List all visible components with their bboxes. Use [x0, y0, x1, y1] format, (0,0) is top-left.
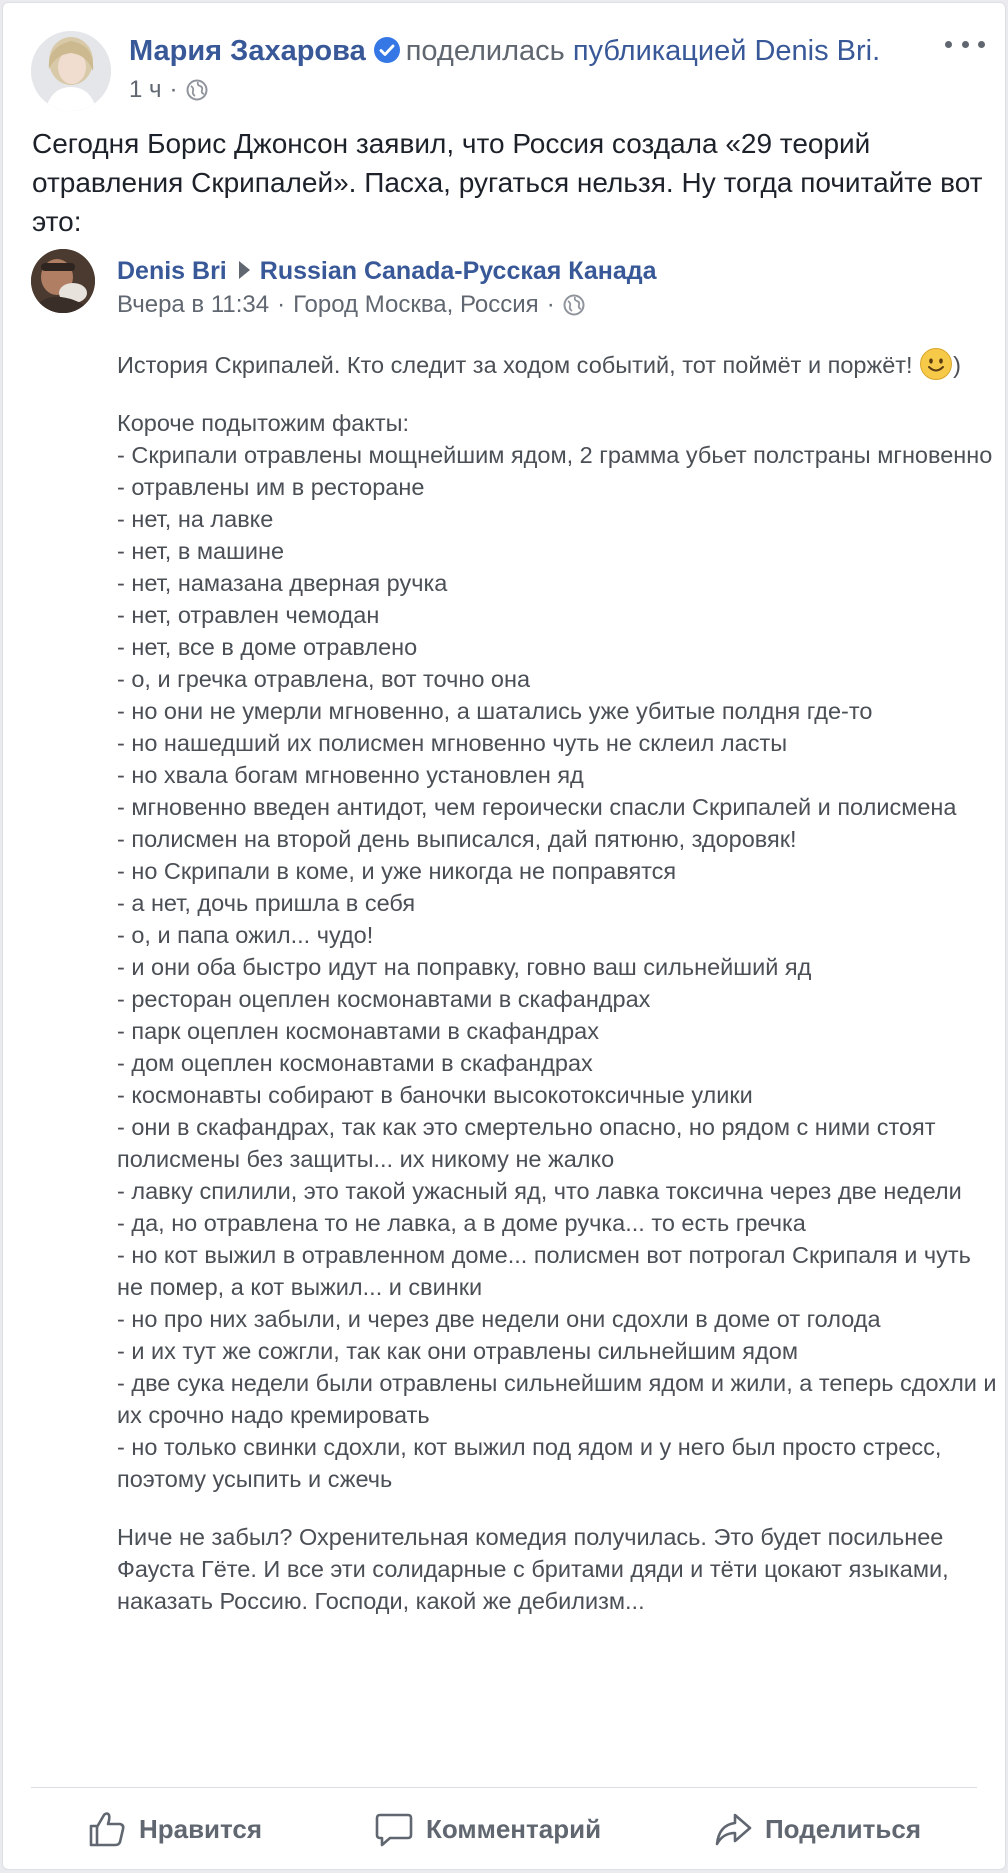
fact-line: - нет, отравлен чемодан	[117, 602, 380, 628]
fact-line: - космонавты собирают в баночки высокотоксичные улики	[117, 1082, 753, 1108]
fact-line: - мгновенно введен антидот, чем героически спасли Скрипалей и полисмена	[117, 794, 957, 820]
comment-bubble-icon	[374, 1809, 414, 1849]
post-header	[129, 31, 880, 71]
shared-author-avatar[interactable]	[31, 249, 95, 313]
post-text: Сегодня Борис Джонсон заявил, что Россия создала «29 теорий отравления Скрипалей». Пасха, ругаться нельзя. Ну тогда почитайте вот это:	[32, 128, 983, 237]
verified-badge-icon	[374, 37, 400, 63]
shared-time[interactable]: Вчера в 11:34	[117, 291, 270, 318]
share-button[interactable]	[689, 1799, 945, 1859]
facts-list	[117, 407, 997, 1495]
fact-line: - а нет, дочь пришла в себя	[117, 890, 416, 916]
comment-button[interactable]	[350, 1799, 625, 1859]
fact-line: - дом оцеплен космонавтами в скафандрах	[117, 1050, 593, 1076]
comment-label: Комментарий	[425, 1813, 602, 1844]
author-photo	[31, 31, 111, 111]
fact-line: - Скрипали отравлены мощнейшим ядом, 2 грамма убьет полстраны мгновенно	[117, 442, 993, 468]
fact-line: - парк оцеплен космонавтами в скафандрах	[117, 1018, 599, 1044]
more-options-icon[interactable]	[945, 29, 985, 59]
shared-prefix: поделилась	[405, 35, 565, 67]
fact-line: - но нашедший их полисмен мгновенно чуть не склеил ласты	[117, 730, 788, 756]
shared-meta	[117, 289, 585, 321]
thumbs-up-icon	[87, 1809, 127, 1849]
shared-location[interactable]: Город Москва, Россия	[293, 291, 539, 318]
shared-suffix: .	[872, 35, 881, 67]
post-meta	[129, 75, 208, 105]
fact-line: - лавку спилили, это такой ужасный яд, что лавка токсична через две недели	[117, 1178, 962, 1204]
like-button[interactable]	[63, 1799, 286, 1859]
meta-separator: ·	[169, 76, 178, 103]
share-arrow-icon	[713, 1809, 753, 1849]
post-card	[2, 2, 1006, 1870]
globe-icon[interactable]	[563, 294, 585, 316]
shared-intro-tail: )	[953, 352, 961, 378]
fact-line: - нет, намазана дверная ручка	[117, 570, 448, 596]
actions-divider	[31, 1787, 977, 1788]
facts-heading: Короче подытожим факты:	[117, 410, 410, 436]
like-label: Нравится	[138, 1813, 263, 1844]
shared-header	[117, 255, 657, 287]
group-name[interactable]: Russian Canada-Русская Канада	[259, 257, 657, 285]
author-name[interactable]: Мария Захарова	[129, 35, 366, 67]
globe-icon[interactable]	[186, 79, 208, 101]
fact-line: - о, и папа ожил... чудо!	[117, 922, 374, 948]
fact-line: - о, и гречка отравлена, вот точно она	[117, 666, 531, 692]
fact-line: - но хвала богам мгновенно установлен яд	[117, 762, 584, 788]
fact-line: - но Скрипали в коме, и уже никогда не поправятся	[117, 858, 677, 884]
fact-line: - и они оба быстро идут на поправку, говно ваш сильнейший яд	[117, 954, 812, 980]
shared-publication-link[interactable]: публикацией Denis Bri	[572, 35, 873, 67]
shared-author-name[interactable]: Denis Bri	[117, 257, 227, 285]
shared-author-photo	[31, 249, 95, 313]
shared-post-body	[117, 347, 997, 1617]
post-time[interactable]: 1 ч	[129, 76, 162, 103]
author-avatar[interactable]	[31, 31, 111, 111]
shared-meta-separator: ·	[277, 291, 286, 318]
share-label: Поделиться	[764, 1813, 922, 1844]
fact-line: - полисмен на второй день выписался, дай пятюню, здоровяк!	[117, 826, 797, 852]
shared-outro: Ниче не забыл? Охренительная комедия получилась. Это будет посильнее Фауста Гёте. И все эти солидарные с бритами дяди и тёти цокают языками, наказать Россию. Господи, какой же дебилизм...	[117, 1524, 949, 1614]
fact-line: - но про них забыли, и через две недели они сдохли в доме от голода	[117, 1306, 881, 1332]
fact-line: - но они не умерли мгновенно, а шатались уже убитые полдня где-то	[117, 698, 873, 724]
fact-line: - да, но отравлена то не лавка, а в доме ручка... то есть гречка	[117, 1210, 806, 1236]
fact-line: - отравлены им в ресторане	[117, 474, 425, 500]
fact-line: - и их тут же сожгли, так как они отравлены сильнейшим ядом	[117, 1338, 798, 1364]
fact-line: - нет, на лавке	[117, 506, 274, 532]
fact-line: - ресторан оцеплен космонавтами в скафандрах	[117, 986, 651, 1012]
action-bar	[31, 1793, 977, 1865]
shared-meta-separator-2: ·	[546, 291, 555, 318]
arrow-right-icon	[239, 261, 250, 279]
fact-line: - они в скафандрах, так как это смертельно опасно, но рядом с ними стоят полисмены без защиты... их никому не жалко	[117, 1114, 936, 1172]
fact-line: - две сука недели были отравлены сильнейшим ядом и жили, а теперь сдохли и их срочно надо кремировать	[117, 1370, 997, 1428]
fact-line: - но только свинки сдохли, кот выжил под ядом и у него был просто стресс, поэтому усыпить и сжечь	[117, 1434, 942, 1492]
fact-line: - нет, все в доме отравлено	[117, 634, 418, 660]
fact-line: - нет, в машине	[117, 538, 285, 564]
shared-intro: История Скрипалей. Кто следит за ходом событий, тот поймёт и поржёт!	[117, 352, 913, 378]
fact-line: - но кот выжил в отравленном доме... полисмен вот потрогал Скрипаля и чуть не помер, а кот выжил... и свинки	[117, 1242, 971, 1300]
shared-intro-paragraph	[117, 347, 997, 381]
smile-emoji-icon	[919, 347, 953, 381]
